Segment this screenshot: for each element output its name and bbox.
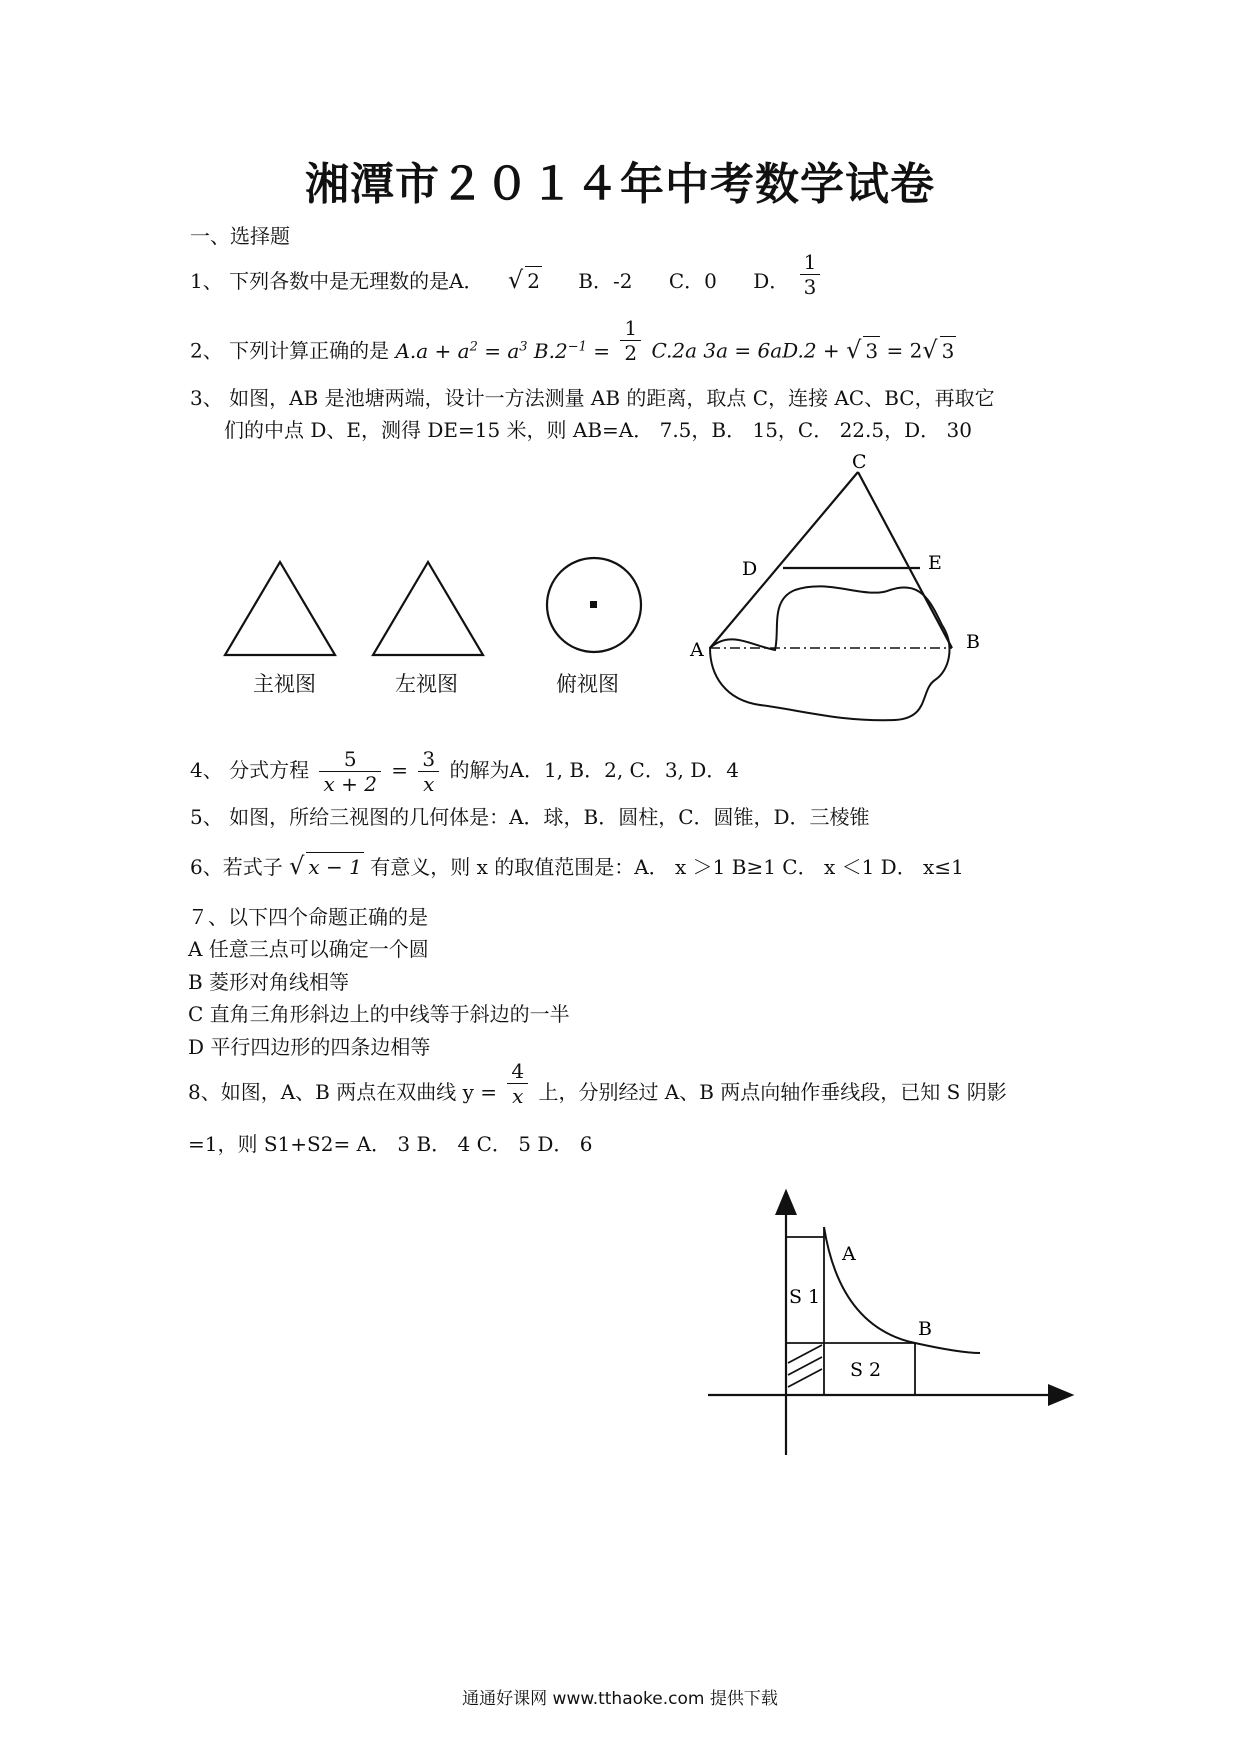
question-7-option-b: B 菱形对角线相等 (188, 970, 350, 994)
label-c: C (852, 451, 867, 473)
left-view-caption: 左视图 (395, 672, 458, 696)
question-3-line-1: 3、 如图，AB 是池塘两端，设计一方法测量 AB 的距离，取点 C，连接 AC、BC，再取它 (190, 386, 995, 410)
q2-b-exponent: −1 (567, 339, 587, 354)
section-heading: 一、选择题 (190, 224, 290, 248)
line-ac (710, 472, 858, 648)
q2-option-c: C.2a 3a = 6a (651, 338, 783, 363)
q4-stem: 4、 分式方程 (190, 758, 310, 782)
question-7-option-a: A 任意三点可以确定一个圆 (188, 937, 429, 961)
top-view-caption: 俯视图 (556, 672, 619, 696)
graph-label-b: B (918, 1318, 932, 1340)
q1-d-numerator: 1 (803, 250, 817, 274)
question-4 (190, 747, 739, 796)
q8-stem: 8、如图，A、B 两点在双曲线 y = (188, 1080, 504, 1104)
q4-options: 的解为A．1, B．2, C．3, D．4 (449, 758, 740, 782)
q1-stem: 1、 下列各数中是无理数的是A． (190, 269, 484, 293)
q4-equals: = (391, 758, 415, 782)
left-view-triangle (373, 562, 483, 655)
question-6: 6、若式子 √ x − 1 有意义，则 x 的取值范围是：A． x ＞1 B≥1 C． x ＜1 D． x≤1 (190, 852, 964, 880)
pond-figure (680, 450, 1000, 740)
q2-stem: 2、 下列计算正确的是 (190, 338, 390, 363)
q4-f2-numerator: 3 (422, 747, 436, 771)
q2-a-exponent: 2 (469, 339, 478, 354)
q2-d-radicand2: 3 (940, 336, 957, 365)
q2-a-exponent2: 3 (519, 339, 528, 354)
q2-option-a: A.a + a (395, 338, 470, 363)
graph-label-a: A (842, 1243, 856, 1265)
label-d: D (742, 558, 758, 580)
question-5: 5、 如图，所给三视图的几何体是：A．球，B．圆柱，C．圆锥，D．三棱锥 (190, 805, 870, 829)
q2-d-equals: = 2 (886, 338, 923, 363)
three-views-figure (210, 540, 660, 670)
page-footer: 通通好课网 www.tthaoke.com 提供下载 (462, 1689, 778, 1709)
front-view-caption: 主视图 (253, 672, 316, 696)
label-e: E (928, 552, 942, 574)
q4-f1-numerator: 5 (343, 747, 357, 771)
q6-stem: 6、若式子 (190, 855, 283, 879)
label-b: B (966, 631, 980, 653)
q1-d-denominator: 3 (800, 274, 821, 299)
graph-label-s1: S 1 (789, 1286, 821, 1308)
q2-option-d: D.2 + (782, 338, 847, 363)
question-7-option-c: C 直角三角形斜边上的中线等于斜边的一半 (188, 1002, 570, 1026)
question-3-line-2: 们的中点 D、E，测得 DE=15 米，则 AB=A． 7.5，B． 15，C． 22.5，D． 30 (224, 418, 972, 442)
q2-b-numerator: 1 (624, 315, 638, 340)
q1-option-b: B．-2 (578, 269, 633, 293)
q8-numerator: 4 (511, 1059, 525, 1083)
q6-options: 有意义，则 x 的取值范围是：A． x ＞1 B≥1 C． x ＜1 D． x≤1 (370, 855, 964, 879)
hyperbola-graph (700, 1185, 1080, 1460)
q1-option-a-radicand: 2 (525, 266, 542, 295)
q2-b-denominator: 2 (620, 340, 641, 365)
q2-b-equals: = (586, 338, 617, 363)
page-title: 湘潭市２０１４年中考数学试卷 (305, 159, 935, 210)
question-8-line-2: =1，则 S1+S2= A． 3 B． 4 C． 5 D． 6 (188, 1132, 593, 1156)
question-8 (188, 1059, 1007, 1108)
q4-f2-denominator: x (418, 771, 439, 796)
label-a: A (690, 639, 704, 661)
q2-a-equals: = a (477, 338, 520, 363)
q2-option-b: B.2 (533, 338, 568, 363)
q4-f1-denominator: x + 2 (319, 771, 380, 796)
graph-label-s2: S 2 (850, 1359, 882, 1381)
q8-denominator: x (507, 1083, 528, 1108)
question-7-stem: ７、以下四个命题正确的是 (188, 905, 428, 929)
question-7-option-d: D 平行四边形的四条边相等 (188, 1035, 431, 1059)
front-view-triangle (225, 562, 335, 655)
top-view-center-dot (590, 601, 597, 608)
question-2: 2、 下列计算正确的是 $A.a + a^2 = a^3$ $B.2^{-1}$ = $\frac{1}{2}$ C.2a 3a = 6aD.2 + √ 3 = 2√ 3 (190, 315, 955, 365)
q2-d-radicand: 3 (863, 336, 880, 365)
q8-stem-cont: 上，分别经过 A、B 两点向轴作垂线段，已知 S 阴影 (538, 1080, 1007, 1104)
question-1: 1、 下列各数中是无理数的是A． √ 2 B．-2 C．0 D． $\frac{1}{3}$ (190, 266, 824, 299)
shaded-region (788, 1345, 822, 1387)
q1-option-d: D． (753, 269, 790, 293)
q6-radicand: x − 1 (306, 852, 363, 881)
q1-option-c: C．0 (668, 269, 717, 293)
